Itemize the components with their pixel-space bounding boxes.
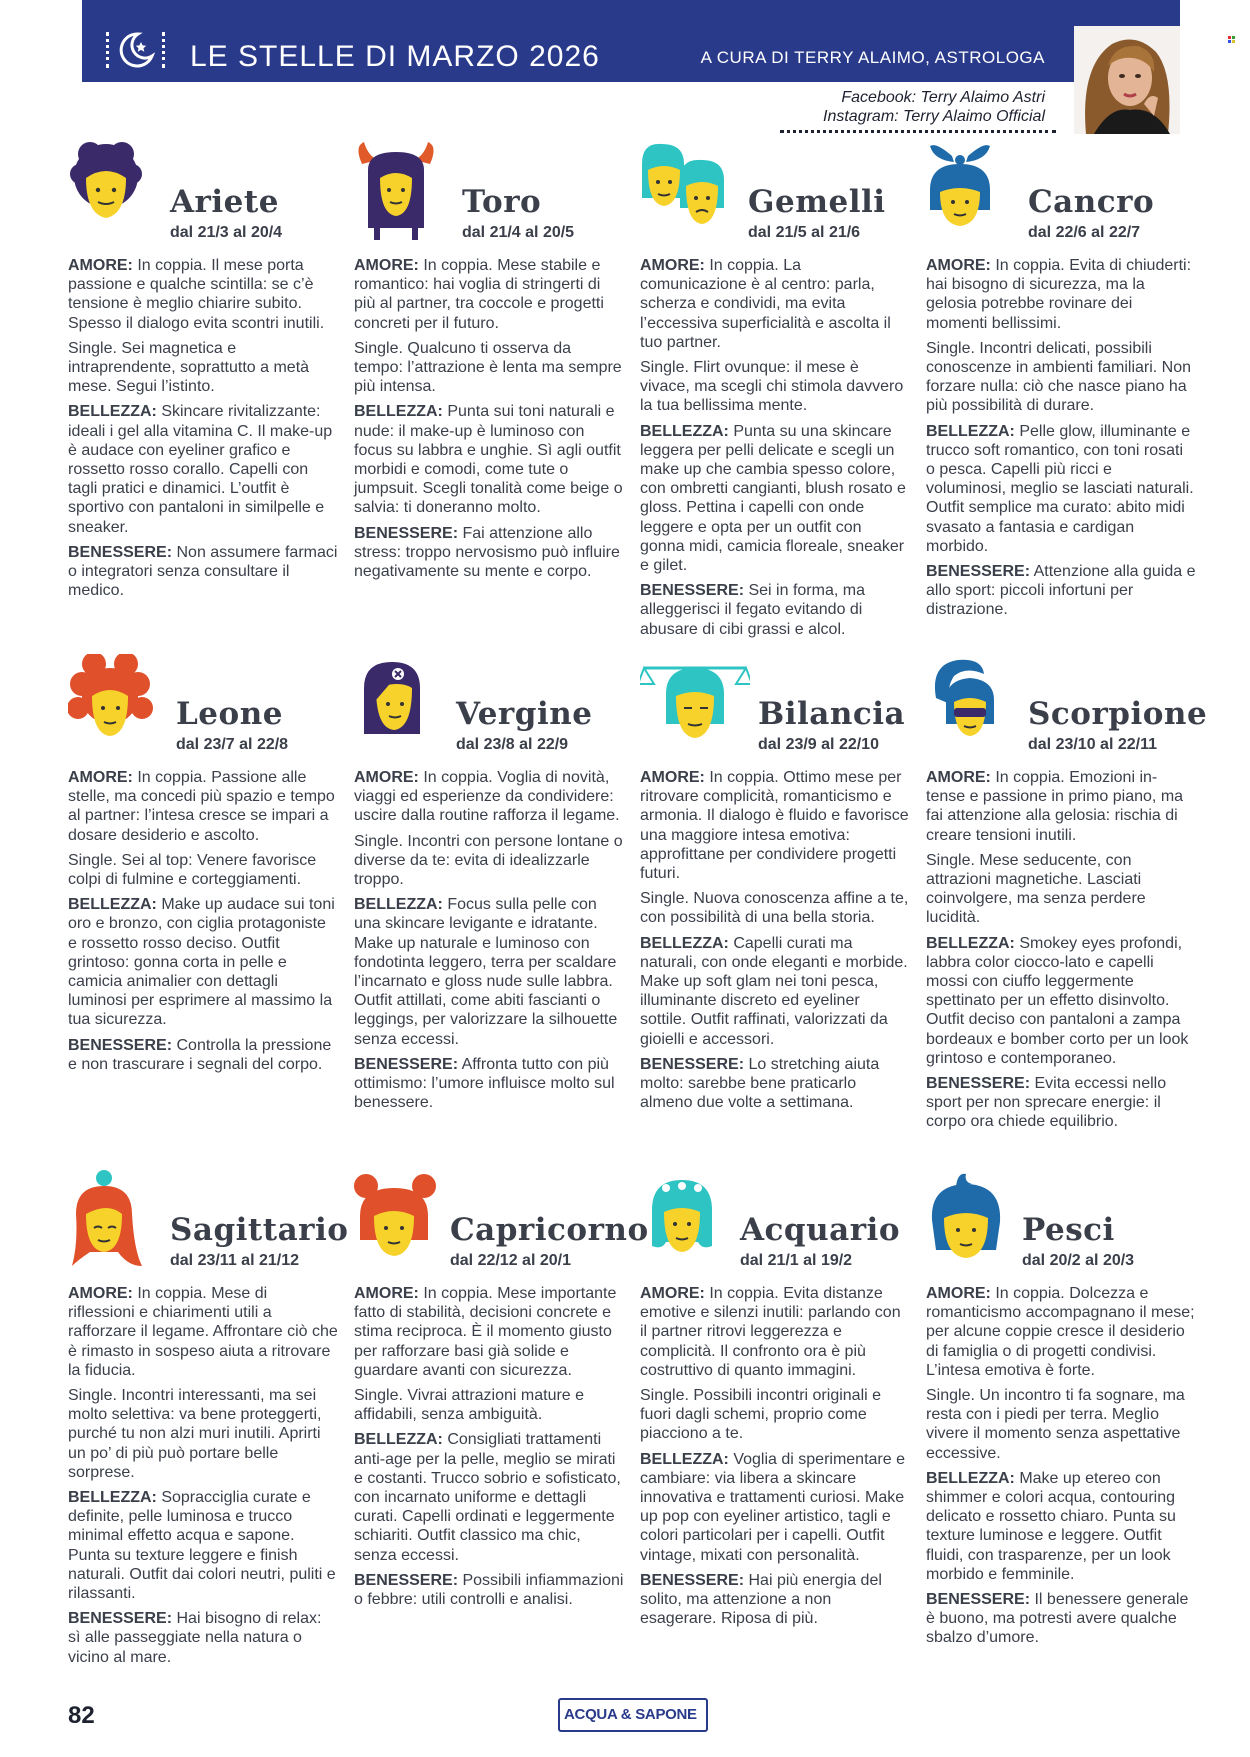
- single-section: Single. Mese seducente, con attrazioni magnetiche. Lasciati coinvolgere, ma senza perdere lucidità.: [926, 851, 1146, 927]
- facebook-handle: Facebook: Terry Alaimo Astri: [841, 89, 1045, 106]
- sign-name: Acquario: [740, 1212, 901, 1248]
- brand-name: ACQUA & SAPONE: [564, 1706, 697, 1723]
- amore-section: AMORE: In coppia. Mese stabile e romantico: hai voglia di stringerti di più al partner, tra coccole e progetti concreti per il futuro.: [354, 257, 604, 332]
- sign-name: Bilancia: [758, 696, 906, 732]
- sign-dates: dal 21/3 al 20/4: [170, 224, 283, 241]
- registration-mark-icon: [1228, 36, 1235, 43]
- amore-section: AMORE: In coppia. Dolcezza e romanticismo accompagnano il mese; per alcune coppie cresce il desiderio di famiglia o di progetti condivisi. L’intesa emotiva è forte.: [926, 1285, 1195, 1379]
- aries-avatar-icon: [68, 142, 158, 252]
- amore-section: AMORE: In coppia. Evita distanze emotive e silenzi inutili: parlando con il partner ritrovi leggerezza e complicità. Il confronto ora è più costruttivo di quanto immagini.: [640, 1285, 901, 1379]
- sign-name: Capricorno: [450, 1212, 649, 1248]
- single-section: Single. Incontri con persone lontane o diverse da te: evita di idealizzarle troppo.: [354, 832, 623, 889]
- benessere-section: BENESSERE: Lo stretching aiuta molto: sarebbe bene praticarlo almeno due volte a settimana.: [640, 1055, 880, 1112]
- sign-card-scorpione: [926, 654, 1208, 1132]
- virgo-avatar-icon: [354, 654, 444, 764]
- benessere-section: BENESSERE: Hai più energia del solito, ma attenzione a non esagerare. Riposa di più.: [640, 1571, 882, 1628]
- taurus-avatar-icon: [354, 142, 444, 252]
- amore-section: AMORE: In coppia. Ottimo mese per ritrovare complicità, romanticismo e armonia. Il dialogo è fluido e favorisce una maggiore intesa emotiva: approfittane per condividere progetti futuri.: [640, 769, 909, 883]
- bellezza-section: BELLEZZA: Make up etereo con shimmer e colori acqua, contouring delicato e rossetto chiaro. Punta su texture luminose e leggere. Outfit fluidi, con trasparenze, per un look morbido e femminile.: [926, 1469, 1176, 1583]
- sign-dates: dal 21/1 al 19/2: [740, 1252, 853, 1269]
- astrologer-portrait: [1074, 26, 1180, 134]
- sign-name: Toro: [462, 184, 542, 220]
- sign-name: Ariete: [170, 184, 279, 220]
- sign-card-vergine: [354, 654, 624, 1112]
- single-section: Single. Vivrai attrazioni mature e affidabili, senza ambiguità.: [354, 1387, 585, 1424]
- benessere-section: BENESSERE: Possibili infiammazioni o febbre: utili controlli e analisi.: [354, 1571, 624, 1609]
- amore-section: AMORE: In coppia. Il mese porta passione e qualche scintilla: se c’è tensione è meglio chiarire subito. Spesso il dialogo evita scontri inutili.: [68, 257, 325, 332]
- benessere-section: BENESSERE: Affronta tutto con più ottimismo: l’umore influisce molto sul benessere.: [354, 1055, 615, 1112]
- single-section: Single. Flirt ovunque: il mese è vivace, ma scegli chi stimola davvero la tua bellissima mente.: [640, 359, 904, 415]
- sagittarius-avatar-icon: [68, 1170, 158, 1280]
- bellezza-section: BELLEZZA: Capelli curati ma naturali, con onde eleganti e morbide. Make up soft glam nei toni pesca, illuminante discreto ed eyeliner sottile. Outfit raffinati, valorizzati da gioielli e accessori.: [640, 934, 908, 1048]
- scorpio-avatar-icon: [926, 654, 1016, 764]
- sign-name: Cancro: [1028, 184, 1155, 220]
- sign-card-acquario: [640, 1170, 910, 1628]
- moon-star-icon: [106, 30, 170, 70]
- benessere-section: BENESSERE: Sei in forma, ma alleggerisci il fegato evitando di abusare di cibi grassi e alcol.: [640, 582, 865, 638]
- sign-dates: dal 22/12 al 20/1: [450, 1252, 571, 1269]
- gemini-avatar-icon: [640, 142, 730, 252]
- social-links: [823, 88, 1045, 126]
- sign-card-sagittario: [68, 1170, 349, 1667]
- sign-name: Vergine: [456, 696, 593, 732]
- instagram-handle: Instagram: Terry Alaimo Official: [823, 108, 1045, 125]
- sign-card-cancro: [926, 142, 1196, 620]
- sign-card-gemelli: [640, 142, 910, 639]
- benessere-section: BENESSERE: Evita eccessi nello sport per non sprecare energie: il corpo ora chiede equilibrio.: [926, 1075, 1167, 1131]
- cancer-avatar-icon: [926, 142, 1016, 252]
- sign-card-leone: [68, 654, 338, 1074]
- bellezza-section: BELLEZZA: Smokey eyes profondi, labbra color ciocco-lato e capelli mossi con ciuffo leggermente spettinato per un effetto disinvolto. Outfit deciso con pantaloni a zampa bordeaux e bomber corto per un look grintoso e contemporaneo.: [926, 934, 1189, 1067]
- header-bar: [82, 0, 1180, 82]
- brand-logo: [558, 1698, 708, 1732]
- sign-card-ariete: [68, 142, 338, 600]
- bellezza-section: BELLEZZA: Make up audace sui toni oro e bronzo, con ciglia protagoniste e rossetto rosso deciso. Outfit grintoso: gonna corta in pelle e camicia animalier con dettagli luminosi per esprimere al massimo la tua sicurezza.: [68, 896, 335, 1029]
- aquarius-avatar-icon: [640, 1170, 730, 1280]
- bellezza-section: BELLEZZA: Sopracciglia curate e definite, pelle luminosa e trucco minimal effetto acqua e sapone. Punta su texture leggere e finish naturali. Outfit dai colori neutri, puliti e rilassanti.: [68, 1489, 336, 1603]
- single-section: Single. Qualcuno ti osserva da tempo: l’attrazione è lenta ma sempre più intensa.: [354, 339, 622, 396]
- sign-dates: dal 23/10 al 22/11: [1028, 736, 1157, 753]
- page-number: 82: [68, 1702, 95, 1729]
- bellezza-section: BELLEZZA: Focus sulla pelle con una skincare levigante e idratante. Make up naturale e luminoso con fondotinta leggero, terra per scaldare l’incarnato e gloss nude sulle labbra. Outfit attillati, come abiti fascianti o leggings, per valorizzare la silhouette senza eccessi.: [354, 896, 618, 1048]
- amore-section: AMORE: In coppia. Mese importante fatto di stabilità, decisioni concrete e stima reciproca. È il momento giusto per rafforzare basi già solide e guardare avanti con sicurezza.: [354, 1285, 617, 1379]
- sign-name: Scorpione: [1028, 696, 1208, 732]
- benessere-section: BENESSERE: Hai bisogno di relax: sì alle passeggiate nella natura o vicino al mare.: [68, 1610, 322, 1666]
- sign-name: Pesci: [1022, 1212, 1115, 1248]
- benessere-section: BENESSERE: Non assumere farmaci o integratori senza consultare il medico.: [68, 543, 338, 600]
- author-credit: A CURA DI TERRY ALAIMO, ASTROLOGA: [700, 48, 1045, 67]
- libra-avatar-icon: [640, 654, 750, 764]
- sign-dates: dal 23/11 al 21/12: [170, 1252, 299, 1269]
- amore-section: AMORE: In coppia. Voglia di novità, viaggi ed esperienze da condividere: uscire dalla routine rafforza il legame.: [354, 769, 620, 825]
- bellezza-section: BELLEZZA: Punta sui toni naturali e nude: il make-up è luminoso con focus su labbra e unghie. Sì agli outfit morbidi e comodi, come tute o jumpsuit. Scegli tonalità come beige o salvia: ti doneranno molto.: [354, 403, 623, 517]
- amore-section: AMORE: In coppia. Mese di riflessioni e chiarimenti utili a rafforzare il legame. Affrontare ciò che è rimasto in sospeso aiuta a ritrovare la fiducia.: [68, 1285, 338, 1379]
- bellezza-section: BELLEZZA: Consigliati trattamenti anti-age per la pelle, meglio se mirati e costanti. Trucco sobrio e sofisticato, con incarnato uniforme e dettagli curati. Capelli ordinati e leggermente schiariti. Outfit classico ma chic, senza eccessi.: [354, 1431, 621, 1564]
- single-section: Single. Nuova conoscenza affine a te, con possibilità di una bella storia.: [640, 890, 909, 927]
- bellezza-section: BELLEZZA: Punta su una skincare leggera per pelli delicate e scegli un make up che cambia spesso colore, con ombretti cangianti, blush rosato e gloss. Pettina i capelli con onde leggere e opta per un outfit con gonna midi, camicia floreale, sneaker e gilet.: [640, 422, 906, 575]
- sign-dates: dal 23/8 al 22/9: [456, 736, 569, 753]
- amore-section: AMORE: In coppia. La comunicazione è al centro: parla, scherza e condividi, ma evita l’eccessiva superficialità e ascolta il tuo partner.: [640, 257, 891, 351]
- sign-dates: dal 20/2 al 20/3: [1022, 1252, 1135, 1269]
- sign-card-capricorno: [354, 1170, 649, 1609]
- single-section: Single. Sei al top: Venere favorisce colpi di fulmine e corteggiamenti.: [68, 851, 317, 889]
- sign-card-bilancia: [640, 654, 910, 1112]
- sign-dates: dal 23/9 al 22/10: [758, 736, 879, 753]
- page-title: LE STELLE DI MARZO 2026: [190, 40, 600, 73]
- single-section: Single. Incontri delicati, possibili conoscenze in ambienti familiari. Non forzare nulla: ciò che nasce piano ha più possibilità di durare.: [926, 339, 1192, 415]
- amore-section: AMORE: In coppia. Evita di chiuderti: hai bisogno di sicurezza, ma la gelosia potrebbe rovinare dei momenti bellissimi.: [926, 257, 1192, 332]
- sign-dates: dal 23/7 al 22/8: [176, 736, 289, 753]
- pisces-avatar-icon: [926, 1170, 1016, 1280]
- benessere-section: BENESSERE: Attenzione alla guida e allo sport: piccoli infortuni per distrazione.: [926, 563, 1196, 619]
- bellezza-section: BELLEZZA: Skincare rivitalizzante: ideali i gel alla vitamina C. Il make-up è audace con eyeliner grafico e rossetto rosso corallo. Capelli con tagli pratici e dinamici. L’outfit è sportivo con pantaloni in similpelle e sneaker.: [68, 403, 333, 536]
- divider: [780, 130, 1056, 134]
- single-section: Single. Incontri interessanti, ma sei molto selettiva: va bene proteggerti, purché tu non alzi muri inutili. Aprirti un po’ di più può portare belle sorprese.: [68, 1387, 322, 1481]
- bellezza-section: BELLEZZA: Voglia di sperimentare e cambiare: via libera a skincare innovativa e trattamenti curiosi. Make up pop con eyeliner artistico, tagli e colori particolari per i capelli. Outfit vintage, mixati con personalità.: [640, 1450, 905, 1564]
- benessere-section: BENESSERE: Controlla la pressione e non trascurare i segnali del corpo.: [68, 1036, 332, 1073]
- sign-dates: dal 21/5 al 21/6: [748, 224, 861, 241]
- amore-section: AMORE: In coppia. Passione alle stelle, ma concedi più spazio e tempo al partner: l’intesa cresce se impari a dosare desiderio e ascolto.: [68, 769, 335, 844]
- bellezza-section: BELLEZZA: Pelle glow, illuminante e trucco soft romantico, con toni rosati o pesca. Capelli più ricci e voluminosi, meglio se lasciati naturali. Outfit semplice ma curato: abito midi svasato a fantasia e cardigan morbido.: [926, 422, 1194, 555]
- sign-name: Leone: [176, 696, 283, 732]
- benessere-section: BENESSERE: Il benessere generale è buono, ma potresti avere qualche sbalzo d’umore.: [926, 1591, 1189, 1647]
- sign-dates: dal 22/6 al 22/7: [1028, 224, 1141, 241]
- leo-avatar-icon: [68, 654, 158, 764]
- sign-name: Sagittario: [170, 1212, 349, 1248]
- sign-dates: dal 21/4 al 20/5: [462, 224, 575, 241]
- benessere-section: BENESSERE: Fai attenzione allo stress: troppo nervosismo può influire negativamente su mente e corpo.: [354, 524, 620, 581]
- sign-name: Gemelli: [748, 184, 886, 220]
- single-section: Single. Sei magnetica e intraprendente, soprattutto a metà mese. Segui l’istinto.: [68, 339, 310, 396]
- sign-card-toro: [354, 142, 624, 581]
- sign-card-pesci: [926, 1170, 1196, 1648]
- amore-section: AMORE: In coppia. Emozioni in-tense e passione in primo piano, ma fai attenzione alla gelosia: rischia di creare tensioni inutili.: [926, 769, 1184, 844]
- single-section: Single. Possibili incontri originali e fuori dagli schemi, proprio come piacciono a te.: [640, 1387, 882, 1443]
- single-section: Single. Un incontro ti fa sognare, ma resta con i piedi per terra. Meglio vivere il momento senza aspettative eccessive.: [926, 1387, 1185, 1462]
- capricorn-avatar-icon: [354, 1170, 444, 1280]
